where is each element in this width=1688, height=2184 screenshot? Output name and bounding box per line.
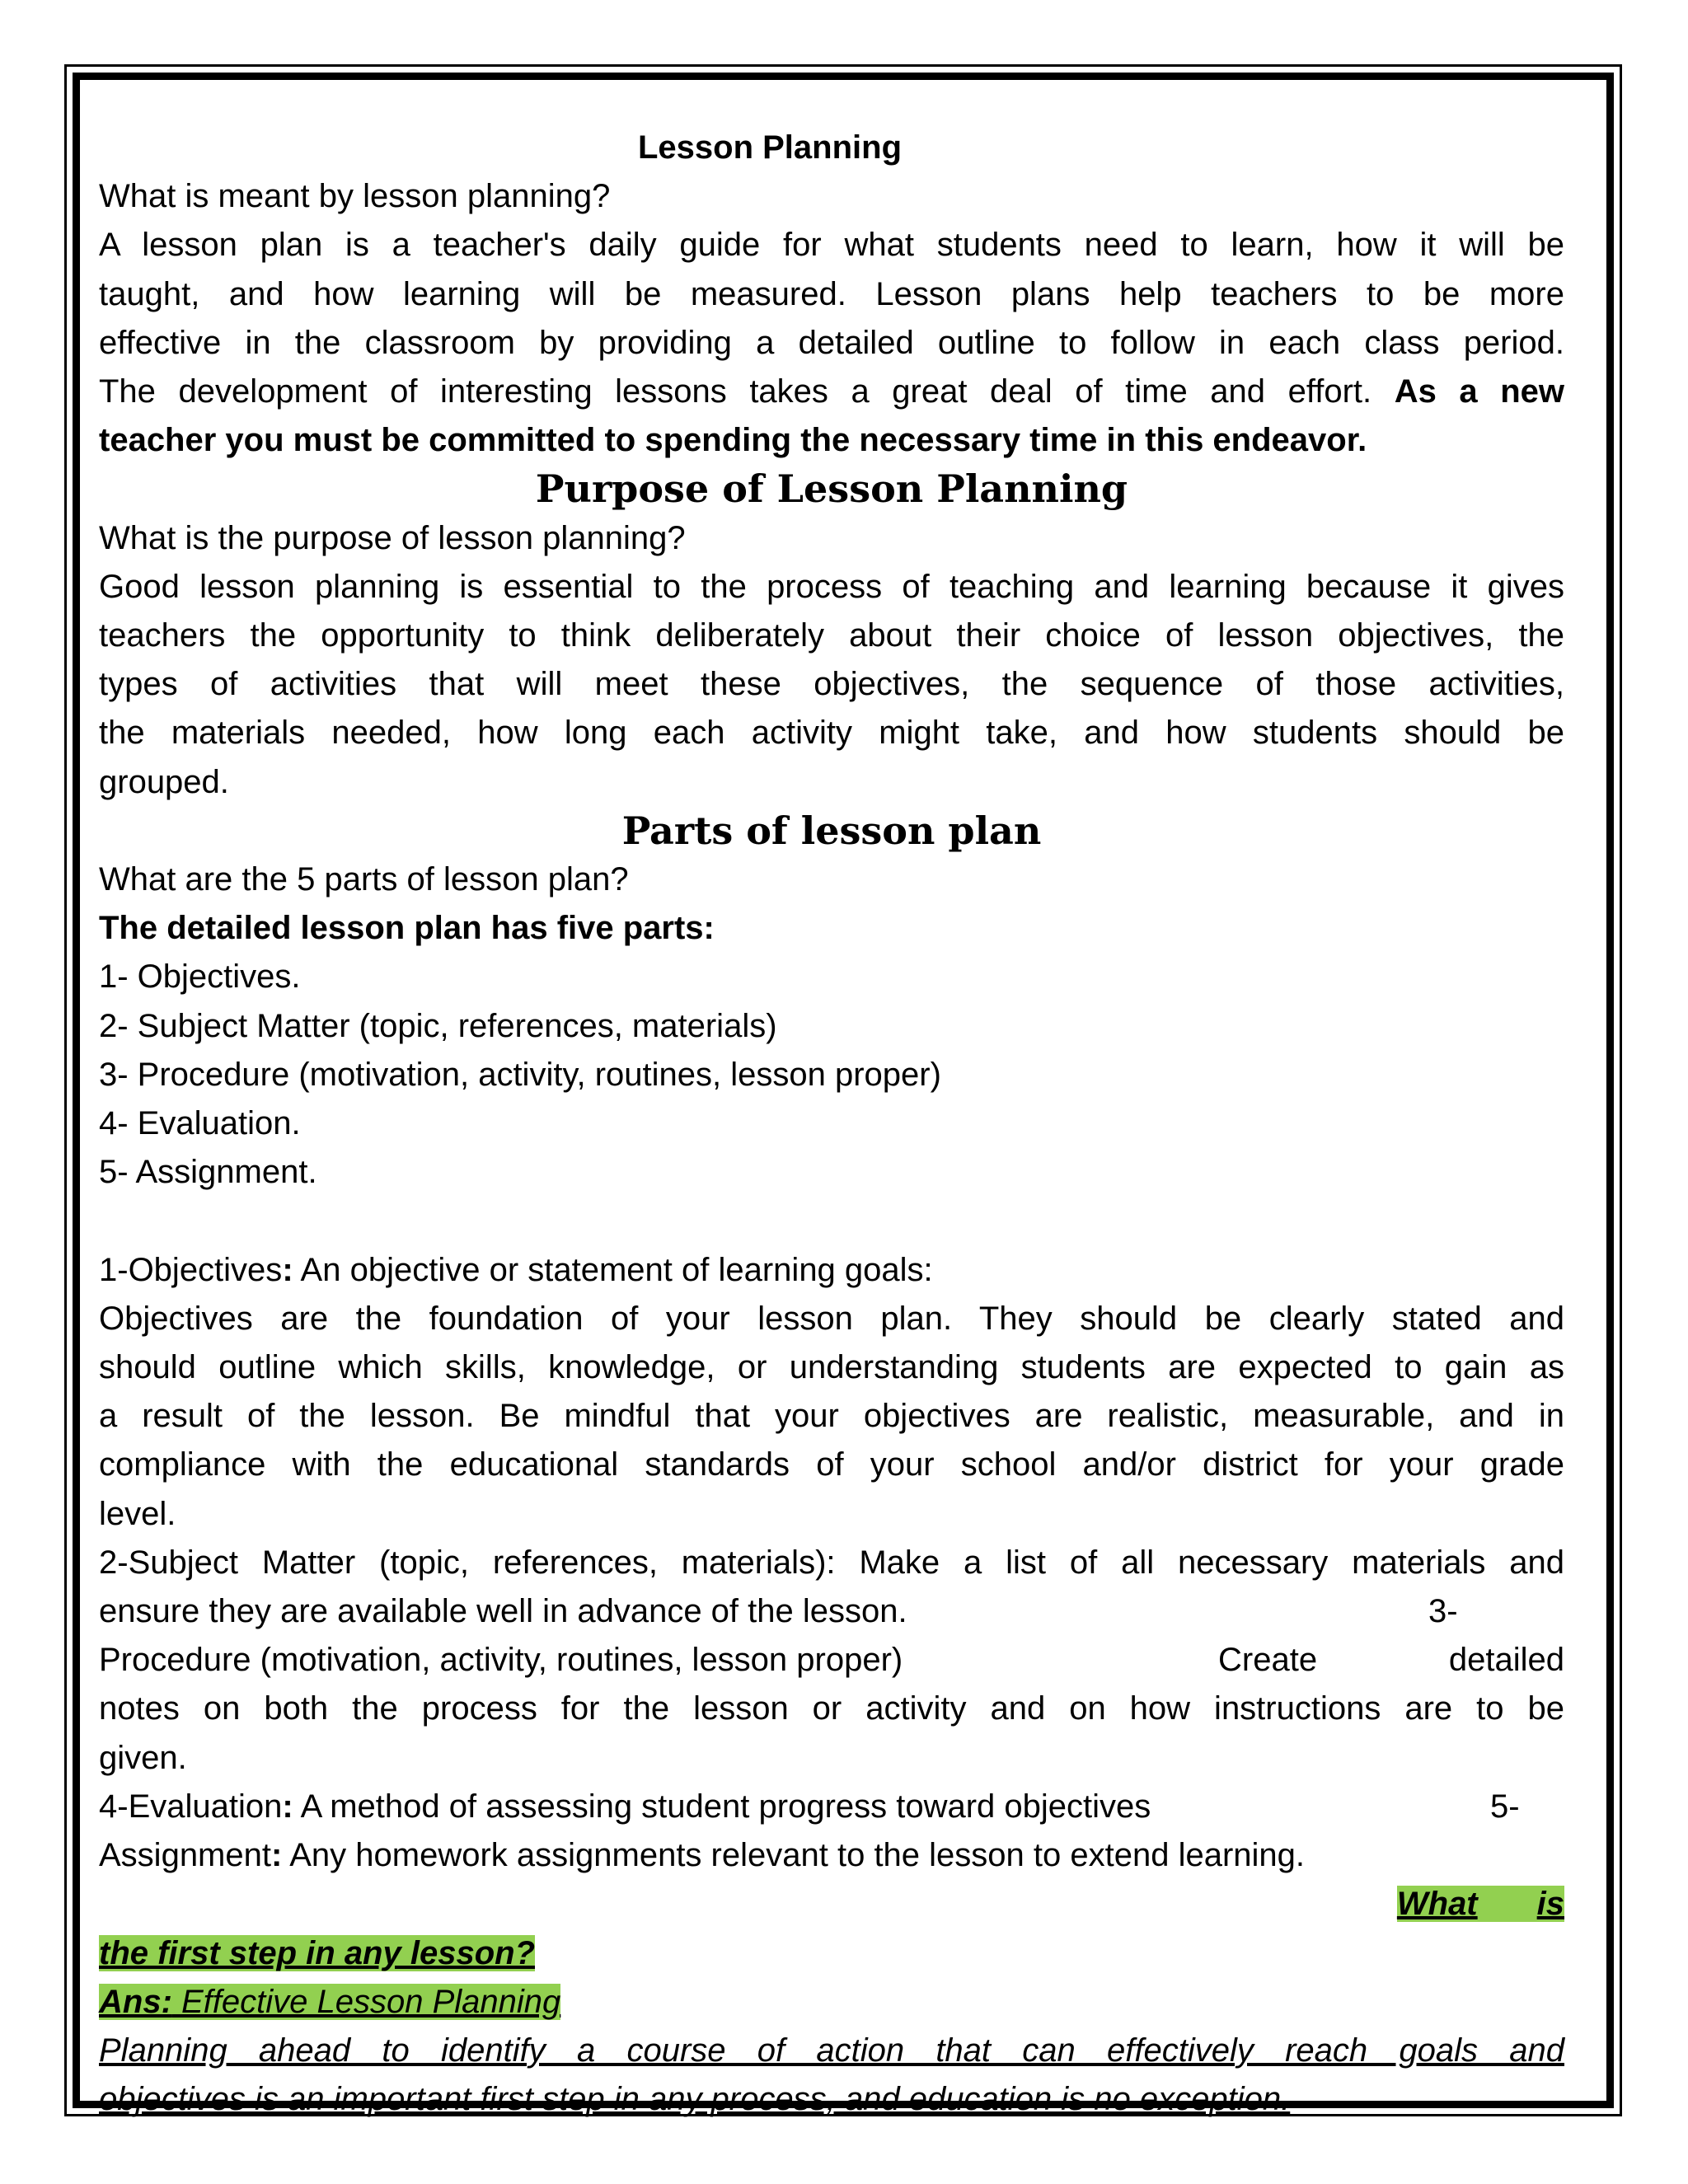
procedure-word: Create [1218, 1642, 1318, 1679]
subject-matter-line: 2-Subject Matter (topic, references, materials): Make a list of all necessary materials and [99, 1544, 1564, 1581]
procedure-line [99, 1636, 1564, 1685]
paragraph-line: Good lesson planning is essential to the process of teaching and learning because it gives [99, 568, 1564, 605]
subject-matter-line [99, 1587, 1564, 1636]
evaluation-label: 4-Evaluation [99, 1788, 283, 1825]
paragraph-line: a result of the lesson. Be mindful that your objectives are realistic, measurable, and in [99, 1398, 1564, 1435]
colon: : [282, 1788, 293, 1825]
question-purpose: What is the purpose of lesson planning? [99, 519, 686, 556]
answer-label: Ans: [99, 1983, 172, 2020]
paragraph-line: compliance with the educational standards of your school and/or district for your grade [99, 1446, 1564, 1483]
colon: : [282, 1251, 293, 1288]
highlighted-question-line [99, 1880, 1564, 1929]
objectives-definition [99, 1246, 1564, 1295]
list-item: 3- Procedure (motivation, activity, routines, lesson proper) [99, 1056, 941, 1093]
paragraph-line: A lesson plan is a teacher's daily guide for what students need to learn, how it will be [99, 227, 1564, 264]
highlighted-question [1397, 1886, 1564, 1922]
paragraph-line: grouped. [99, 763, 229, 800]
list-item: 5- Assignment. [99, 1154, 317, 1191]
blank-line [99, 1197, 1564, 1245]
question-parts: What are the 5 parts of lesson plan? [99, 861, 629, 898]
procedure-line: notes on both the process for the lesson or activity and on how instructions are to be [99, 1690, 1564, 1727]
paragraph-line: effective in the classroom by providing a detailed outline to follow in each class period. [99, 324, 1564, 361]
answer-text: Effective Lesson Planning [171, 1983, 561, 2020]
question-word: is [1536, 1886, 1564, 1923]
document-body [99, 124, 1565, 2118]
answer-line [99, 1978, 1564, 2027]
subject-matter-text: ensure they are available well in advance of the lesson. [99, 1593, 907, 1630]
answer-paragraph-line: objectives is an important first step in any process, and education is no exception. [99, 2081, 1291, 2118]
bold-emphasis: As a new [1394, 373, 1565, 410]
highlighted-question: the first step in any lesson? [99, 1934, 536, 1971]
highlighted-question-line [99, 1929, 1564, 1978]
section-heading-parts: Parts of lesson plan [621, 808, 1042, 853]
page-title: Lesson Planning [637, 129, 903, 166]
paragraph-line: should outline which skills, knowledge, or understanding students are expected to gain as [99, 1349, 1564, 1386]
paragraph-text: The development of interesting lessons takes a great deal of time and effort. [99, 373, 1372, 410]
list-item: 4- Evaluation. [99, 1105, 301, 1142]
colon: : [270, 1837, 283, 1874]
assignment-line [99, 1831, 1564, 1880]
question-word: What [1396, 1886, 1478, 1923]
paragraph-line [99, 368, 1564, 416]
paragraph-line: teachers the opportunity to think deliberately about their choice of lesson objectives, the [99, 617, 1564, 654]
paragraph-line: level. [99, 1495, 176, 1532]
question-lesson-planning: What is meant by lesson planning? [99, 178, 611, 215]
procedure-number: 3- [1428, 1593, 1458, 1630]
paragraph-line: Objectives are the foundation of your lesson plan. They should be clearly stated and [99, 1300, 1564, 1337]
procedure-word: detailed [1448, 1642, 1564, 1679]
paragraph-line: the materials needed, how long each activity might take, and how students should be [99, 715, 1564, 752]
assignment-label: Assignment [99, 1837, 271, 1874]
objectives-label: 1-Objectives [99, 1251, 283, 1288]
paragraph-line: types of activities that will meet these objectives, the sequence of those activities, [99, 666, 1564, 703]
answer-paragraph-line: Planning ahead to identify a course of action that can effectively reach goals and [99, 2032, 1564, 2069]
list-item: 2- Subject Matter (topic, references, materials) [99, 1007, 777, 1044]
evaluation-text: A method of assessing student progress toward objectives [293, 1788, 1151, 1825]
highlighted-answer [99, 1984, 560, 2020]
assignment-number: 5- [1490, 1788, 1520, 1825]
assignment-text: Any homework assignments relevant to the lesson to extend learning. [282, 1837, 1306, 1874]
procedure-title: Procedure (motivation, activity, routines, lesson proper) [99, 1642, 903, 1679]
bold-intro: The detailed lesson plan has five parts: [99, 910, 715, 947]
objectives-text: An objective or statement of learning goals: [293, 1251, 933, 1288]
evaluation-line [99, 1783, 1564, 1831]
bold-emphasis-line: teacher you must be committed to spending the necessary time in this endeavor. [99, 422, 1367, 459]
paragraph-line: taught, and how learning will be measured. Lesson plans help teachers to be more [99, 275, 1564, 312]
section-heading-purpose: Purpose of Lesson Planning [535, 466, 1128, 512]
list-item: 1- Objectives. [99, 958, 301, 996]
procedure-line: given. [99, 1739, 187, 1776]
